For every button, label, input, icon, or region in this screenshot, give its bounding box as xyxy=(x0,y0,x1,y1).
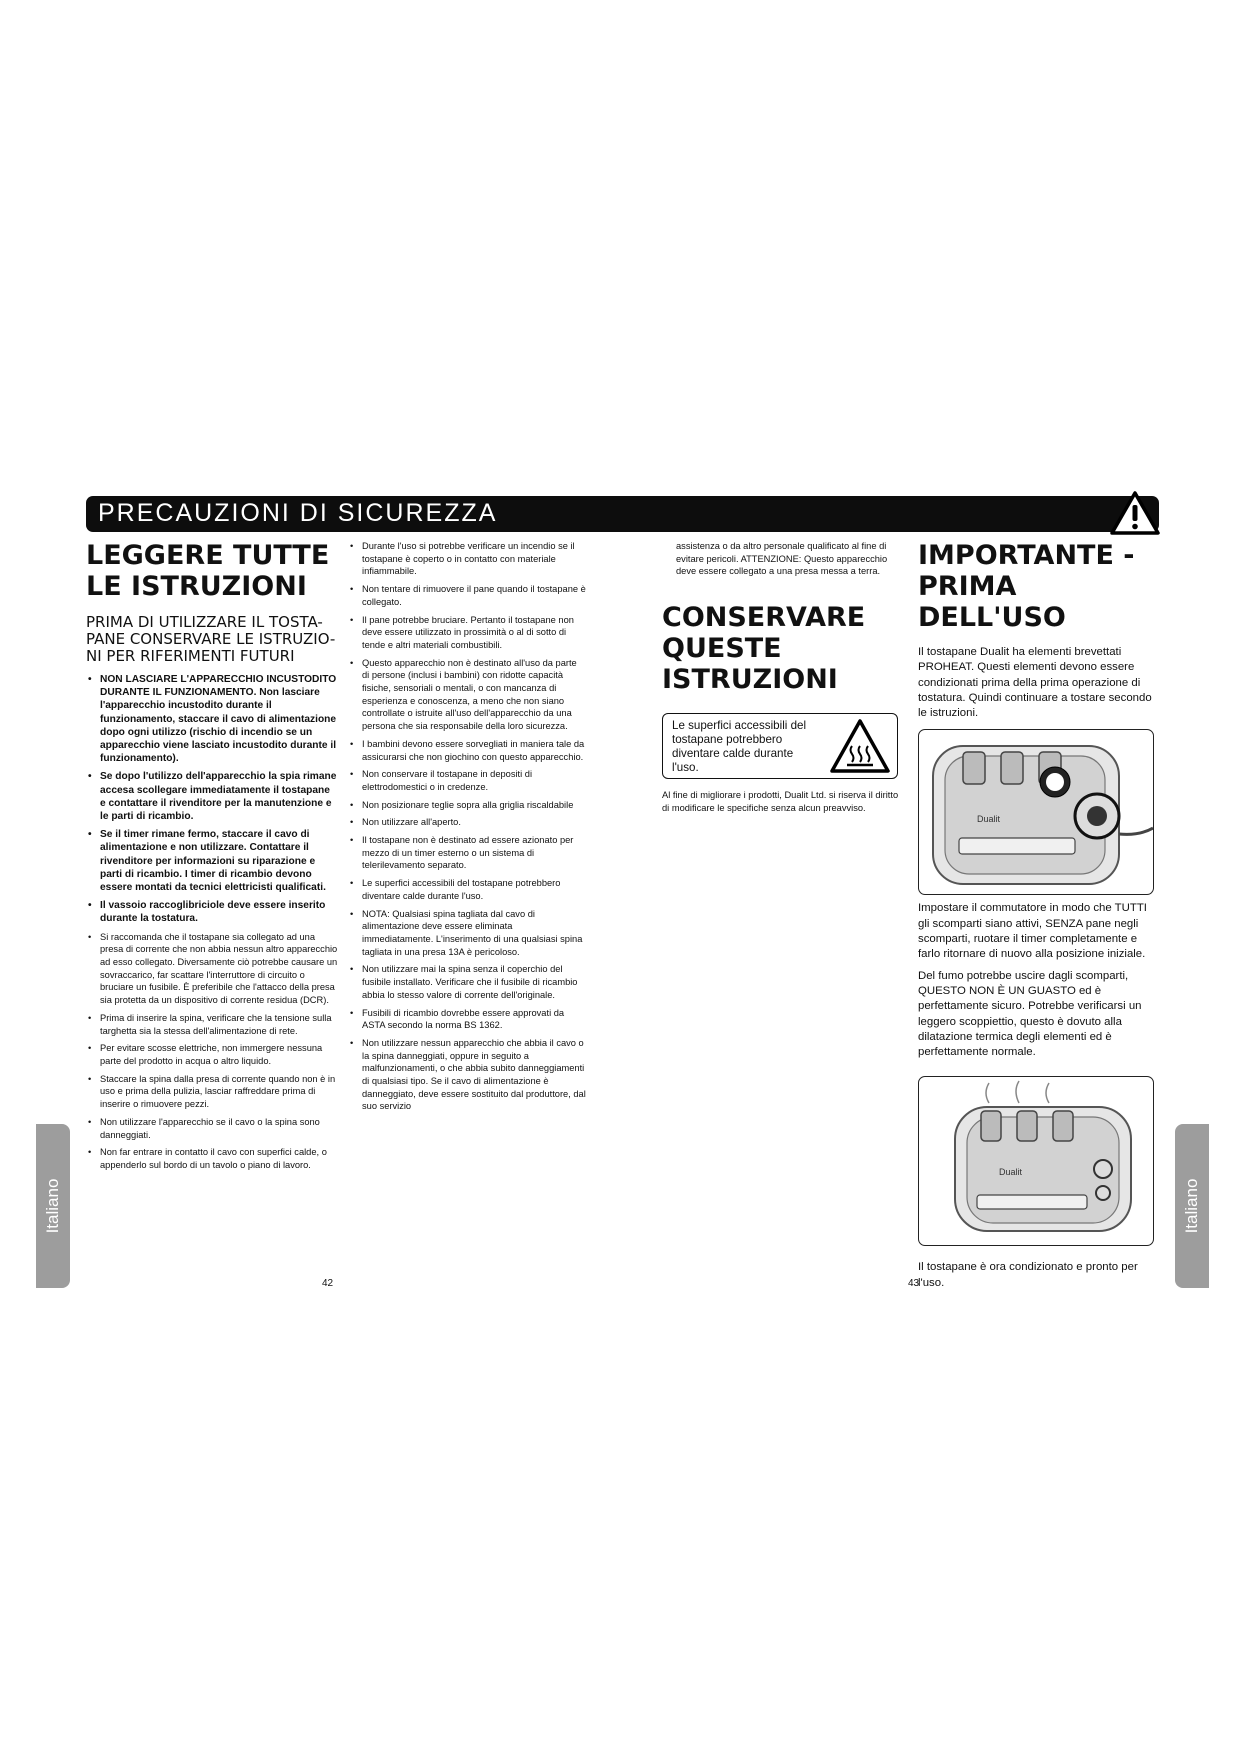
toaster-dial-image xyxy=(919,730,1154,895)
list-item: • Non utilizzare mai la spina senza il coperchio del fusibile installato. Verificare che il fusibile di ricambio abbia lo stesso valore di corrente dell'originale. xyxy=(348,963,586,1001)
toaster-smoke-image xyxy=(919,1077,1154,1246)
list-item: • Non posizionare teglie sopra alla griglia riscaldabile xyxy=(348,799,586,812)
list-item: • Questo apparecchio non è destinato all'uso da parte di persone (inclusi i bambini) con ridotte capacità fisiche, sensoriali o mentali, o con mancanza di esperienza e conoscenza, a meno che non siano controllate o istruite all'uso dell'apparecchio da una persona che sia responsabile della loro sicurezza. xyxy=(348,657,586,733)
column-left-1 xyxy=(86,540,338,1177)
intro-paragraph: Il tostapane Dualit ha elementi brevettati PROHEAT. Questi elementi devono essere condizionati prima della prima operazione di tostatura. Quindi continuare a tostare secondo le istruzioni. xyxy=(918,646,1152,720)
toaster-illustration-1 xyxy=(918,729,1154,895)
list-item: • Se dopo l'utilizzo dell'apparecchio la spia rimane accesa scollegare immediatamente il tostapane e contattare il rivenditore per la manutenzione e le parti di ricambio. xyxy=(86,770,338,823)
hot-surface-warning-box xyxy=(662,713,898,779)
language-tab-right xyxy=(1175,1124,1209,1288)
column-right-1 xyxy=(662,540,900,823)
safety-list xyxy=(86,931,338,1172)
page-number-right: 43 xyxy=(908,1278,920,1289)
list-item: • Il vassoio raccoglibriciole deve essere inserito durante la tostatura. xyxy=(86,899,338,925)
continuation-text: assistenza o da altro personale qualificato al fine di evitare pericoli. ATTENZIONE: Questo apparecchio deve essere collegato a una presa messa a terra. xyxy=(676,541,888,577)
language-tab-left xyxy=(36,1124,70,1288)
list-item: • Durante l'uso si potrebbe verificare un incendio se il tostapane è coperto o in contatto con materiale infiammabile. xyxy=(348,540,586,578)
language-tab-label: Italiano xyxy=(1182,1178,1201,1234)
language-tab-label: Italiano xyxy=(43,1178,62,1234)
read-instructions-heading: LEGGERE TUTTE LE ISTRUZIONI xyxy=(86,540,330,602)
list-item: • Le superfici accessibili del tostapane potrebbero diventare calde durante l'uso. xyxy=(348,877,586,902)
list-item: • Il pane potrebbe bruciare. Pertanto il tostapane non deve essere utilizzato in prossimità o al di sotto di tende e altri materiali combustibili. xyxy=(348,614,586,652)
toaster-illustration-2 xyxy=(918,1076,1154,1246)
section-banner xyxy=(86,496,1159,532)
safety-list-continued xyxy=(348,540,586,1113)
bold-warning-list xyxy=(86,673,338,926)
page-number-left: 42 xyxy=(322,1278,334,1289)
brand-label: Dualit xyxy=(977,814,1001,825)
section-title: PRECAUZIONI DI SICUREZZA xyxy=(98,499,498,527)
warning-box-text: Le superfici accessibili del tostapane potrebbero diventare calde durante l'uso. xyxy=(672,719,807,775)
improvement-note: Al fine di migliorare i prodotti, Dualit Ltd. si riserva il diritto di modificare le specifiche senza alcun preavviso. xyxy=(662,790,899,813)
list-item: • Il tostapane non è destinato ad essere azionato per mezzo di un timer esterno o un sistema di telerilevamento separato. xyxy=(348,834,586,872)
list-item: • I bambini devono essere sorvegliati in maniera tale da assicurarsi che non giochino con questo apparecchio. xyxy=(348,738,586,763)
list-item: • Non utilizzare all'aperto. xyxy=(348,816,586,829)
list-item: • Fusibili di ricambio dovrebbe essere approvati da ASTA secondo la norma BS 1362. xyxy=(348,1007,586,1032)
list-item: • Se il timer rimane fermo, staccare il cavo di alimentazione e non utilizzare. Contattare il rivenditore per informazioni su riparazione e parti di ricambio. I timer di ricambio devono essere montati da tecnici elettricisti qualificati. xyxy=(86,828,338,894)
step1-paragraph: Impostare il commutatore in modo che TUTTI gli scomparti siano attivi, SENZA pane negli scomparti, ruotare il timer completamente e farlo ritornare di nuovo alla posizione iniziale. xyxy=(918,902,1147,961)
keep-instructions-heading: CONSERVARE QUESTE ISTRUZIONI xyxy=(662,602,866,696)
column-left-2 xyxy=(348,540,586,1118)
list-item: • Non utilizzare l'apparecchio se il cavo o la spina sono danneggiati. xyxy=(86,1116,338,1141)
list-item: • Non conservare il tostapane in depositi di elettrodomestici o in credenze. xyxy=(348,768,586,793)
warning-triangle-icon xyxy=(1109,490,1161,536)
list-item: • NON LASCIARE L'APPARECCHIO INCUSTODITO DURANTE IL FUNZIONAMENTO. Non lasciare l'apparecchio incustodito durante il funzionamento, staccare il cavo di alimentazione dopo ogni utilizzo (rischio di incendio se un apparecchio viene lasciato incustodito durante il funzionamento). xyxy=(86,673,338,765)
list-item: • Non utilizzare nessun apparecchio che abbia il cavo o la spina danneggiati, oppure in seguito a malfunzionamenti, o che abbia subito danneggiamenti di qualsiasi tipo. Se il cavo di alimentazione è danneggiato, deve essere sostituito dal produttore, dal suo servizio xyxy=(348,1037,586,1113)
list-item: • Non far entrare in contatto il cavo con superfici calde, o appenderlo sul bordo di un tavolo o piano di lavoro. xyxy=(86,1146,338,1171)
brand-label: Dualit xyxy=(999,1167,1023,1178)
keep-instructions-subheading: PRIMA DI UTILIZZARE IL TOSTA-PANE CONSERVARE LE ISTRUZIO-NI PER RIFERIMENTI FUTURI xyxy=(86,613,336,665)
list-item: • NOTA: Qualsiasi spina tagliata dal cavo di alimentazione deve essere eliminata immediatamente. L'inserimento di una qualsiasi spina tagliata in una presa 13A è pericoloso. xyxy=(348,908,586,959)
list-item: • Per evitare scosse elettriche, non immergere nessuna parte del prodotto in acqua o altro liquido. xyxy=(86,1042,338,1067)
step2-paragraph: Del fumo potrebbe uscire dagli scomparti, QUESTO NON È UN GUASTO ed è perfettamente sicuro. Potrebbe verificarsi un leggero scoppiettio, questo è dovuto alla dilatazione termica degli elementi ed è perfettamente normale. xyxy=(918,969,1142,1059)
list-item: • Non tentare di rimuovere il pane quando il tostapane è collegato. xyxy=(348,583,586,608)
list-item: • Prima di inserire la spina, verificare che la tensione sulla targhetta sia la stessa dell'alimentazione di rete. xyxy=(86,1012,338,1037)
list-item: • Staccare la spina dalla presa di corrente quando non è in uso e prima della pulizia, lasciar raffreddare prima di inserire o rimuovere pezzi. xyxy=(86,1073,338,1111)
hot-surface-warning-icon xyxy=(829,718,891,774)
column-right-2 xyxy=(918,540,1160,1297)
list-item: • Si raccomanda che il tostapane sia collegato ad una presa di corrente che non abbia nessun altro apparecchio ad esso collegato. Diversamente ciò potrebbe causare un sovraccarico, far scattare l'interruttore di circuito o bruciare un fusibile. È preferibile che l'attacco della presa sia protetta da un dispositivo di corrente residua (DCR). xyxy=(86,931,338,1007)
final-paragraph: Il tostapane è ora condizionato e pronto per l'uso. xyxy=(918,1261,1138,1289)
important-before-use-heading: IMPORTANTE - PRIMA DELL'USO xyxy=(918,540,1135,633)
